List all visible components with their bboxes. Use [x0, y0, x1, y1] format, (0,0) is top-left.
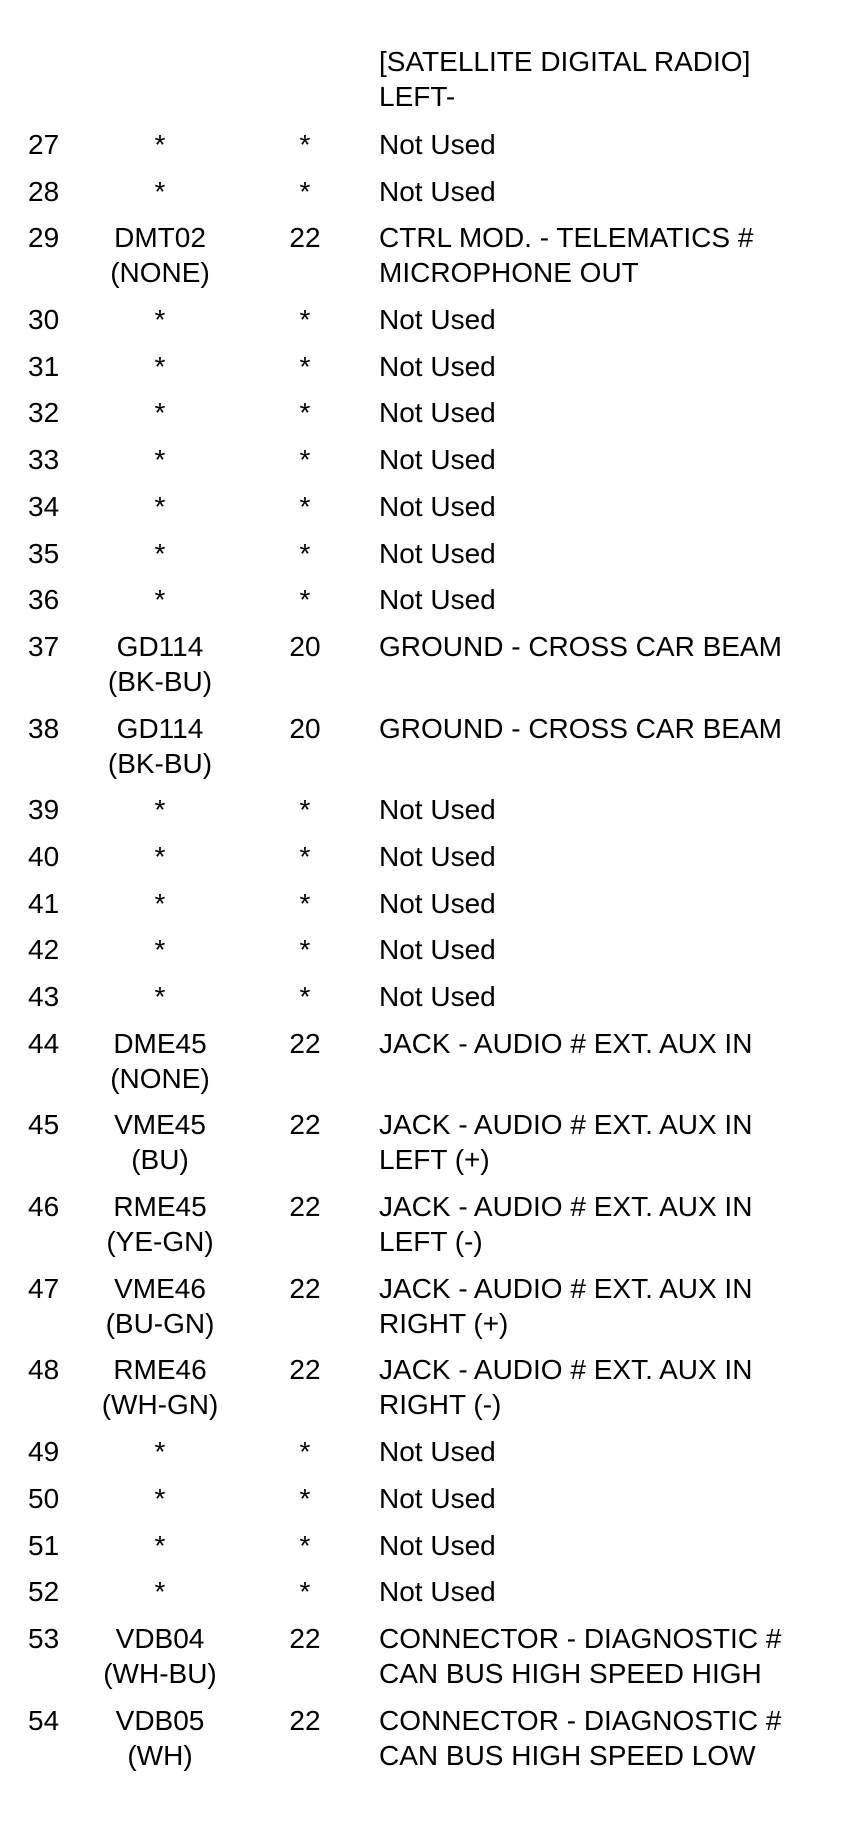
circuit-code: *	[154, 1576, 166, 1608]
function-cell	[379, 1574, 849, 1609]
function-line: JACK - AUDIO # EXT. AUX IN	[379, 1027, 753, 1059]
function-line: CONNECTOR - DIAGNOSTIC #	[379, 1704, 782, 1736]
pin-row	[0, 489, 861, 536]
pin-number: 34	[28, 490, 60, 522]
wire-gauge: 22	[289, 1704, 321, 1736]
function-cell	[379, 886, 849, 921]
pin-row	[0, 582, 861, 629]
wire-gauge: *	[299, 444, 311, 476]
wire-gauge: *	[299, 981, 311, 1012]
function-cell	[379, 932, 849, 967]
function-cell	[379, 1703, 849, 1773]
function-cell	[379, 1434, 849, 1469]
function-line: Not Used	[379, 840, 496, 872]
function-line: Not Used	[379, 175, 496, 207]
pin-row	[0, 1352, 861, 1434]
circuit-code: *	[154, 350, 166, 382]
wire-gauge: *	[299, 840, 311, 872]
function-cell	[379, 839, 849, 874]
intro-line: LEFT-	[379, 81, 456, 112]
function-cell	[379, 1528, 849, 1563]
circuit-cell	[90, 1271, 230, 1341]
circuit-cell	[90, 489, 230, 524]
pin-row	[0, 979, 861, 1026]
wire-color: (WH-BU)	[103, 1657, 217, 1689]
pin-row	[0, 349, 861, 396]
circuit-code: *	[154, 794, 166, 826]
wire-gauge: *	[299, 794, 311, 826]
wire-gauge: *	[299, 1529, 311, 1561]
function-line: Not Used	[379, 981, 496, 1012]
pin-row	[0, 536, 861, 583]
wire-gauge: *	[299, 1482, 311, 1514]
function-line: Not Used	[379, 584, 496, 616]
function-cell	[379, 1352, 849, 1422]
wire-color: (BU-GN)	[105, 1307, 215, 1339]
pin-number: 37	[28, 630, 60, 662]
pin-row	[0, 839, 861, 886]
function-cell	[379, 489, 849, 524]
circuit-cell	[90, 1621, 230, 1691]
circuit-cell	[90, 1574, 230, 1609]
function-line: JACK - AUDIO # EXT. AUX IN	[379, 1272, 753, 1304]
pin-number: 28	[28, 175, 60, 207]
circuit-code: VME45	[114, 1109, 206, 1141]
circuit-code: *	[154, 397, 166, 429]
pin-row	[0, 629, 861, 711]
function-line: CAN BUS HIGH SPEED LOW	[379, 1739, 756, 1771]
pinout-table	[0, 127, 861, 1784]
wire-gauge: *	[299, 175, 311, 207]
function-line: Not Used	[379, 397, 496, 429]
circuit-code: RME46	[113, 1354, 207, 1386]
pin-row	[0, 711, 861, 793]
function-cell	[379, 711, 849, 746]
function-line: GROUND - CROSS CAR BEAM	[379, 630, 782, 662]
circuit-cell	[90, 582, 230, 617]
function-line: Not Used	[379, 1482, 496, 1514]
circuit-cell	[90, 1189, 230, 1259]
wire-gauge: 22	[289, 1354, 321, 1386]
function-cell	[379, 395, 849, 430]
pin-number: 44	[28, 1027, 60, 1059]
circuit-cell	[90, 395, 230, 430]
function-line: Not Used	[379, 304, 496, 336]
wire-gauge: *	[299, 1576, 311, 1608]
function-line: RIGHT (+)	[379, 1307, 509, 1339]
wire-gauge: 22	[289, 1109, 321, 1141]
circuit-cell	[90, 1703, 230, 1773]
function-cell	[379, 1481, 849, 1516]
circuit-cell	[90, 629, 230, 699]
pin-row	[0, 1107, 861, 1189]
pin-number: 29	[28, 222, 60, 254]
circuit-code: *	[154, 1529, 166, 1561]
function-cell	[379, 1026, 849, 1061]
function-line: Not Used	[379, 1529, 496, 1561]
function-line: Not Used	[379, 1436, 496, 1468]
circuit-cell	[90, 1107, 230, 1177]
circuit-code: VDB05	[115, 1704, 205, 1736]
pin-number: 30	[28, 304, 60, 336]
function-line: JACK - AUDIO # EXT. AUX IN	[379, 1191, 753, 1223]
circuit-code: GD114	[116, 712, 204, 744]
wire-gauge: 20	[289, 630, 321, 662]
pin-number: 40	[28, 840, 60, 872]
circuit-cell	[90, 932, 230, 967]
circuit-code: DMT02	[114, 222, 206, 254]
wire-gauge: *	[299, 887, 311, 919]
pin-row	[0, 792, 861, 839]
pin-row	[0, 1703, 861, 1785]
function-cell	[379, 536, 849, 571]
wire-gauge: 20	[289, 712, 321, 744]
pin-number: 49	[28, 1436, 60, 1468]
function-line: Not Used	[379, 794, 496, 826]
pin-number: 51	[28, 1529, 60, 1561]
circuit-code: *	[154, 1482, 166, 1514]
pin-number: 52	[28, 1576, 60, 1608]
circuit-cell	[90, 174, 230, 209]
function-cell	[379, 792, 849, 827]
function-cell	[379, 127, 849, 162]
pin-row	[0, 302, 861, 349]
wire-gauge: *	[299, 584, 311, 616]
pin-row	[0, 1271, 861, 1353]
circuit-cell	[90, 979, 230, 1014]
pin-number: 31	[28, 350, 60, 382]
pin-number: 42	[28, 934, 60, 966]
wire-gauge: 22	[289, 1272, 321, 1304]
pin-row	[0, 1189, 861, 1271]
wire-color: (BU)	[131, 1144, 189, 1176]
continued-function-text	[379, 44, 839, 114]
pin-row	[0, 932, 861, 979]
circuit-cell	[90, 711, 230, 781]
pin-number: 45	[28, 1109, 60, 1141]
pin-number: 50	[28, 1482, 60, 1514]
function-line: JACK - AUDIO # EXT. AUX IN	[379, 1109, 753, 1141]
circuit-code: *	[154, 934, 166, 966]
intro-line: [SATELLITE DIGITAL RADIO]	[379, 46, 751, 77]
circuit-cell	[90, 536, 230, 571]
function-line: LEFT (-)	[379, 1226, 483, 1258]
circuit-code: DME45	[113, 1027, 207, 1059]
wire-color: (NONE)	[110, 257, 210, 289]
function-line: CTRL MOD. - TELEMATICS #	[379, 222, 754, 254]
function-line: Not Used	[379, 350, 496, 382]
circuit-code: VDB04	[115, 1622, 205, 1654]
pin-number: 48	[28, 1354, 60, 1386]
wire-color: (BK-BU)	[107, 747, 213, 779]
function-cell	[379, 302, 849, 337]
wire-color: (NONE)	[110, 1062, 210, 1094]
circuit-cell	[90, 886, 230, 921]
function-line: CAN BUS HIGH SPEED HIGH	[379, 1657, 762, 1689]
function-line: Not Used	[379, 887, 496, 919]
function-line: Not Used	[379, 490, 496, 522]
function-cell	[379, 220, 849, 290]
function-cell	[379, 1621, 849, 1691]
pin-row	[0, 395, 861, 442]
pin-number: 41	[28, 887, 60, 919]
circuit-code: *	[154, 129, 166, 160]
function-line: Not Used	[379, 934, 496, 966]
circuit-cell	[90, 839, 230, 874]
pin-row	[0, 886, 861, 933]
circuit-cell	[90, 1434, 230, 1469]
circuit-code: RME45	[113, 1191, 207, 1223]
function-line: Not Used	[379, 1576, 496, 1608]
circuit-code: *	[154, 175, 166, 207]
circuit-code: *	[154, 1436, 166, 1468]
circuit-cell	[90, 127, 230, 162]
circuit-code: VME46	[114, 1272, 206, 1304]
function-line: CONNECTOR - DIAGNOSTIC #	[379, 1622, 782, 1654]
pin-number: 27	[28, 129, 60, 160]
pin-row	[0, 220, 861, 302]
circuit-cell	[90, 349, 230, 384]
wire-gauge: 22	[289, 1191, 321, 1223]
pin-row	[0, 1621, 861, 1703]
circuit-cell	[90, 302, 230, 337]
pin-number: 36	[28, 584, 60, 616]
circuit-cell	[90, 1481, 230, 1516]
function-line: Not Used	[379, 444, 496, 476]
pin-number: 54	[28, 1704, 60, 1736]
circuit-code: *	[154, 490, 166, 522]
function-line: Not Used	[379, 129, 496, 160]
function-cell	[379, 1271, 849, 1341]
circuit-code: GD114	[116, 630, 204, 662]
function-line: MICROPHONE OUT	[379, 257, 639, 289]
pin-row	[0, 1574, 861, 1621]
wire-color: (WH-GN)	[101, 1389, 219, 1421]
wire-color: (YE-GN)	[106, 1226, 214, 1258]
circuit-code: *	[154, 537, 166, 569]
pin-number: 35	[28, 537, 60, 569]
circuit-cell	[90, 1352, 230, 1422]
wire-color: (BK-BU)	[107, 665, 213, 697]
wire-gauge: *	[299, 1436, 311, 1468]
wire-gauge: *	[299, 934, 311, 966]
function-cell	[379, 349, 849, 384]
function-line: GROUND - CROSS CAR BEAM	[379, 712, 782, 744]
pin-row	[0, 1434, 861, 1481]
function-line: Not Used	[379, 537, 496, 569]
function-line: RIGHT (-)	[379, 1389, 502, 1421]
function-cell	[379, 1189, 849, 1259]
pin-number: 53	[28, 1622, 60, 1654]
pin-number: 38	[28, 712, 60, 744]
wire-gauge: *	[299, 304, 311, 336]
pin-number: 39	[28, 794, 60, 826]
wire-gauge: 22	[289, 222, 321, 254]
function-cell	[379, 629, 849, 664]
function-cell	[379, 979, 849, 1014]
circuit-cell	[90, 1026, 230, 1096]
pin-number: 46	[28, 1191, 60, 1223]
circuit-code: *	[154, 444, 166, 476]
circuit-code: *	[154, 584, 166, 616]
wire-gauge: *	[299, 129, 311, 160]
function-line: JACK - AUDIO # EXT. AUX IN	[379, 1354, 753, 1386]
pin-row	[0, 1026, 861, 1108]
circuit-cell	[90, 442, 230, 477]
pin-number: 47	[28, 1272, 60, 1304]
pin-row	[0, 174, 861, 221]
pin-row	[0, 1481, 861, 1528]
circuit-code: *	[154, 887, 166, 919]
wire-gauge: *	[299, 490, 311, 522]
circuit-code: *	[154, 304, 166, 336]
function-cell	[379, 1107, 849, 1177]
wire-gauge: 22	[289, 1622, 321, 1654]
wire-gauge: 22	[289, 1027, 321, 1059]
wire-gauge: *	[299, 537, 311, 569]
pin-row	[0, 442, 861, 489]
function-line: LEFT (+)	[379, 1144, 490, 1176]
pin-row	[0, 1528, 861, 1575]
function-cell	[379, 582, 849, 617]
circuit-code: *	[154, 840, 166, 872]
function-cell	[379, 174, 849, 209]
wire-gauge: *	[299, 397, 311, 429]
wire-gauge: *	[299, 350, 311, 382]
function-cell	[379, 442, 849, 477]
pin-row	[0, 127, 861, 174]
circuit-cell	[90, 220, 230, 290]
circuit-cell	[90, 792, 230, 827]
pin-number: 33	[28, 444, 60, 476]
circuit-cell	[90, 1528, 230, 1563]
wire-color: (WH)	[127, 1739, 193, 1771]
circuit-code: *	[154, 981, 166, 1012]
pin-number: 43	[28, 981, 60, 1012]
pin-number: 32	[28, 397, 60, 429]
